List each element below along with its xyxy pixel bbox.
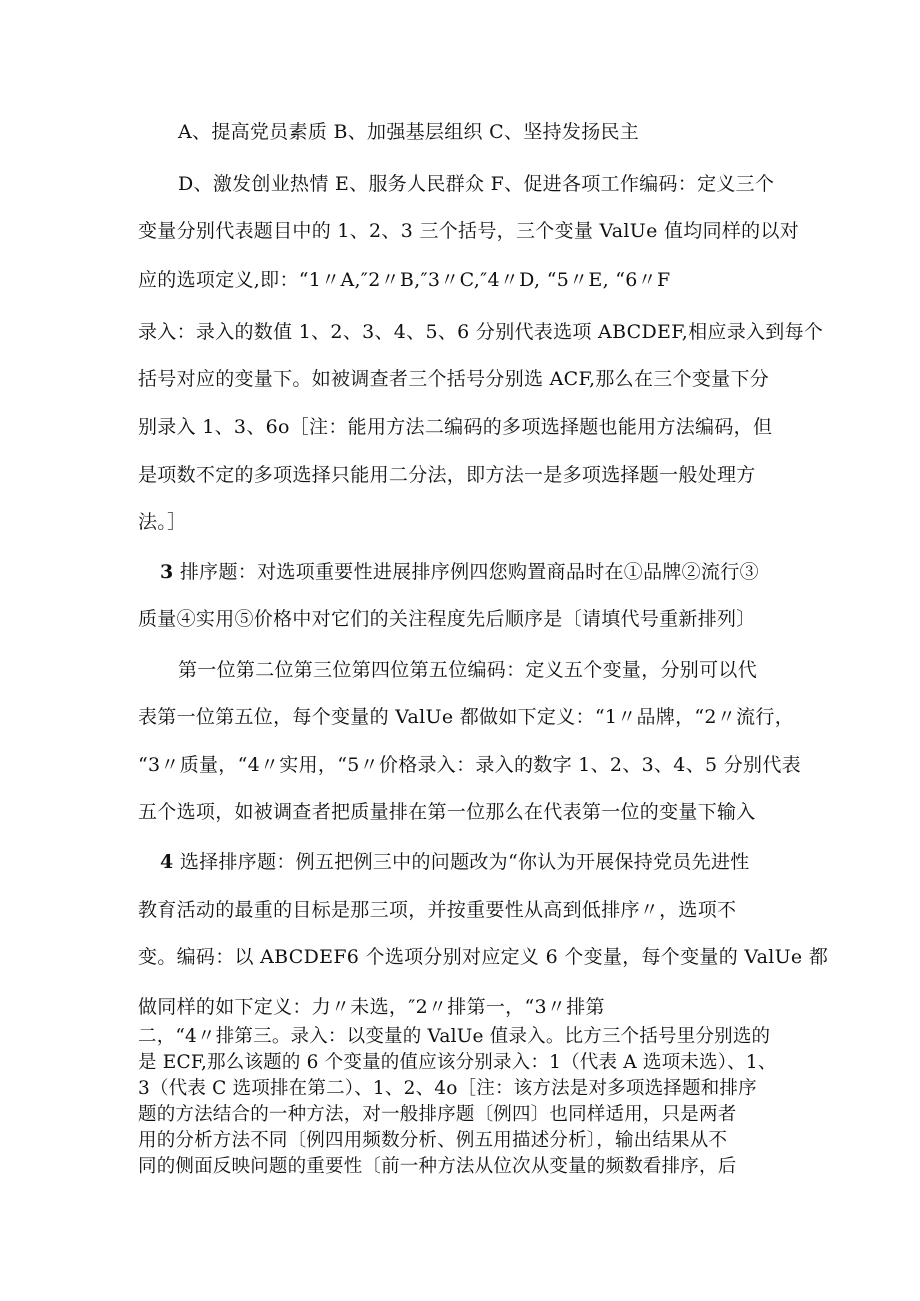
text-line-8: 是项数不定的多项选择只能用二分法，即方法一是多项选择题一般处理方 [138, 464, 756, 486]
text-line-13: 表第一位第五位，每个变量的 ValUe 都做如下定义：“1〃品牌，“2〃流行， [138, 706, 795, 728]
text-line-18: 变。编码：以 ABCDEF6 个选项分别对应定义 6 个变量，每个变量的 ValUe 都 [138, 946, 829, 968]
text-line-19: 做同样的如下定义：力〃未选，″2〃排第一，“3〃排第 [138, 996, 605, 1018]
section-number-3: 3 [160, 561, 174, 583]
text-line-17: 教育活动的最重的目标是那三项，并按重要性从高到低排序〃，选项不 [138, 899, 737, 921]
text-line-11: 质量④实用⑤价格中对它们的关注程度先后顺序是〔请填代号重新排列〕 [138, 608, 756, 630]
text-line-5: 录入：录入的数值 1、2、3、4、5、6 分别代表选项 ABCDEF,相应录入到每个 [138, 321, 824, 343]
text-line-4: 应的选项定义,即：“1〃A,″2〃B,″3〃C,″4〃D, “5〃E, “6〃F [138, 269, 671, 291]
text-line-14: “3〃质量，“4〃实用，“5〃价格录入：录入的数字 1、2、3、4、5 分别代表 [138, 754, 801, 776]
text-line-9: 法。］ [138, 511, 187, 533]
text-line-16: 选择排序题：例五把例三中的问题改为“你认为开展保持党员先进性 [179, 851, 750, 873]
text-line-20: 二，“4〃排第三。录入：以变量的 ValUe 值录入。比方三个括号里分别选的 [138, 1026, 771, 1047]
text-line-22: 3（代表 C 选项排在第二）、1、2、4o［注：该方法是对多项选择题和排序 [138, 1078, 757, 1099]
text-line-23: 题的方法结合的一种方法，对一般排序题〔例四〕也同样适用，只是两者 [138, 1104, 737, 1125]
text-line-15: 五个选项，如被调查者把质量排在第一位那么在代表第一位的变量下输入 [138, 801, 756, 823]
text-line-25: 同的侧面反映问题的重要性〔前一种方法从位次从变量的频数看排序，后 [138, 1156, 737, 1177]
section-number-4: 4 [160, 851, 174, 873]
section-3-heading [160, 560, 810, 584]
text-line-6: 括号对应的变量下。如被调查者三个括号分别选 ACF,那么在三个变量下分 [138, 368, 770, 390]
text-line-12: 第一位第二位第三位第四位第五位编码：定义五个变量，分别可以代 [178, 659, 758, 681]
text-line-24: 用的分析方法不同〔例四用频数分析、例五用描述分析〕，输出结果从不 [138, 1130, 728, 1151]
text-line-3: 变量分别代表题目中的 1、2、3 三个括号，三个变量 ValUe 值均同样的以对 [138, 220, 800, 242]
text-line-7: 别录入 1、3、6o［注：能用方法二编码的多项选择题也能用方法编码，但 [138, 416, 773, 438]
text-line-21: 是 ECF,那么该题的 6 个变量的值应该分别录入：1（代表 A 选项未选）、1、 [138, 1052, 777, 1073]
text-line-10: 排序题：对选项重要性进展排序例四您购置商品时在①品牌②流行③ [179, 561, 759, 583]
text-line-2: D、激发创业热情 E、服务人民群众 F、促进各项工作编码：定义三个 [178, 173, 775, 195]
text-line-1: A、提高党员素质 B、加强基层组织 C、坚持发扬民主 [178, 121, 640, 143]
section-4-heading [160, 850, 810, 874]
